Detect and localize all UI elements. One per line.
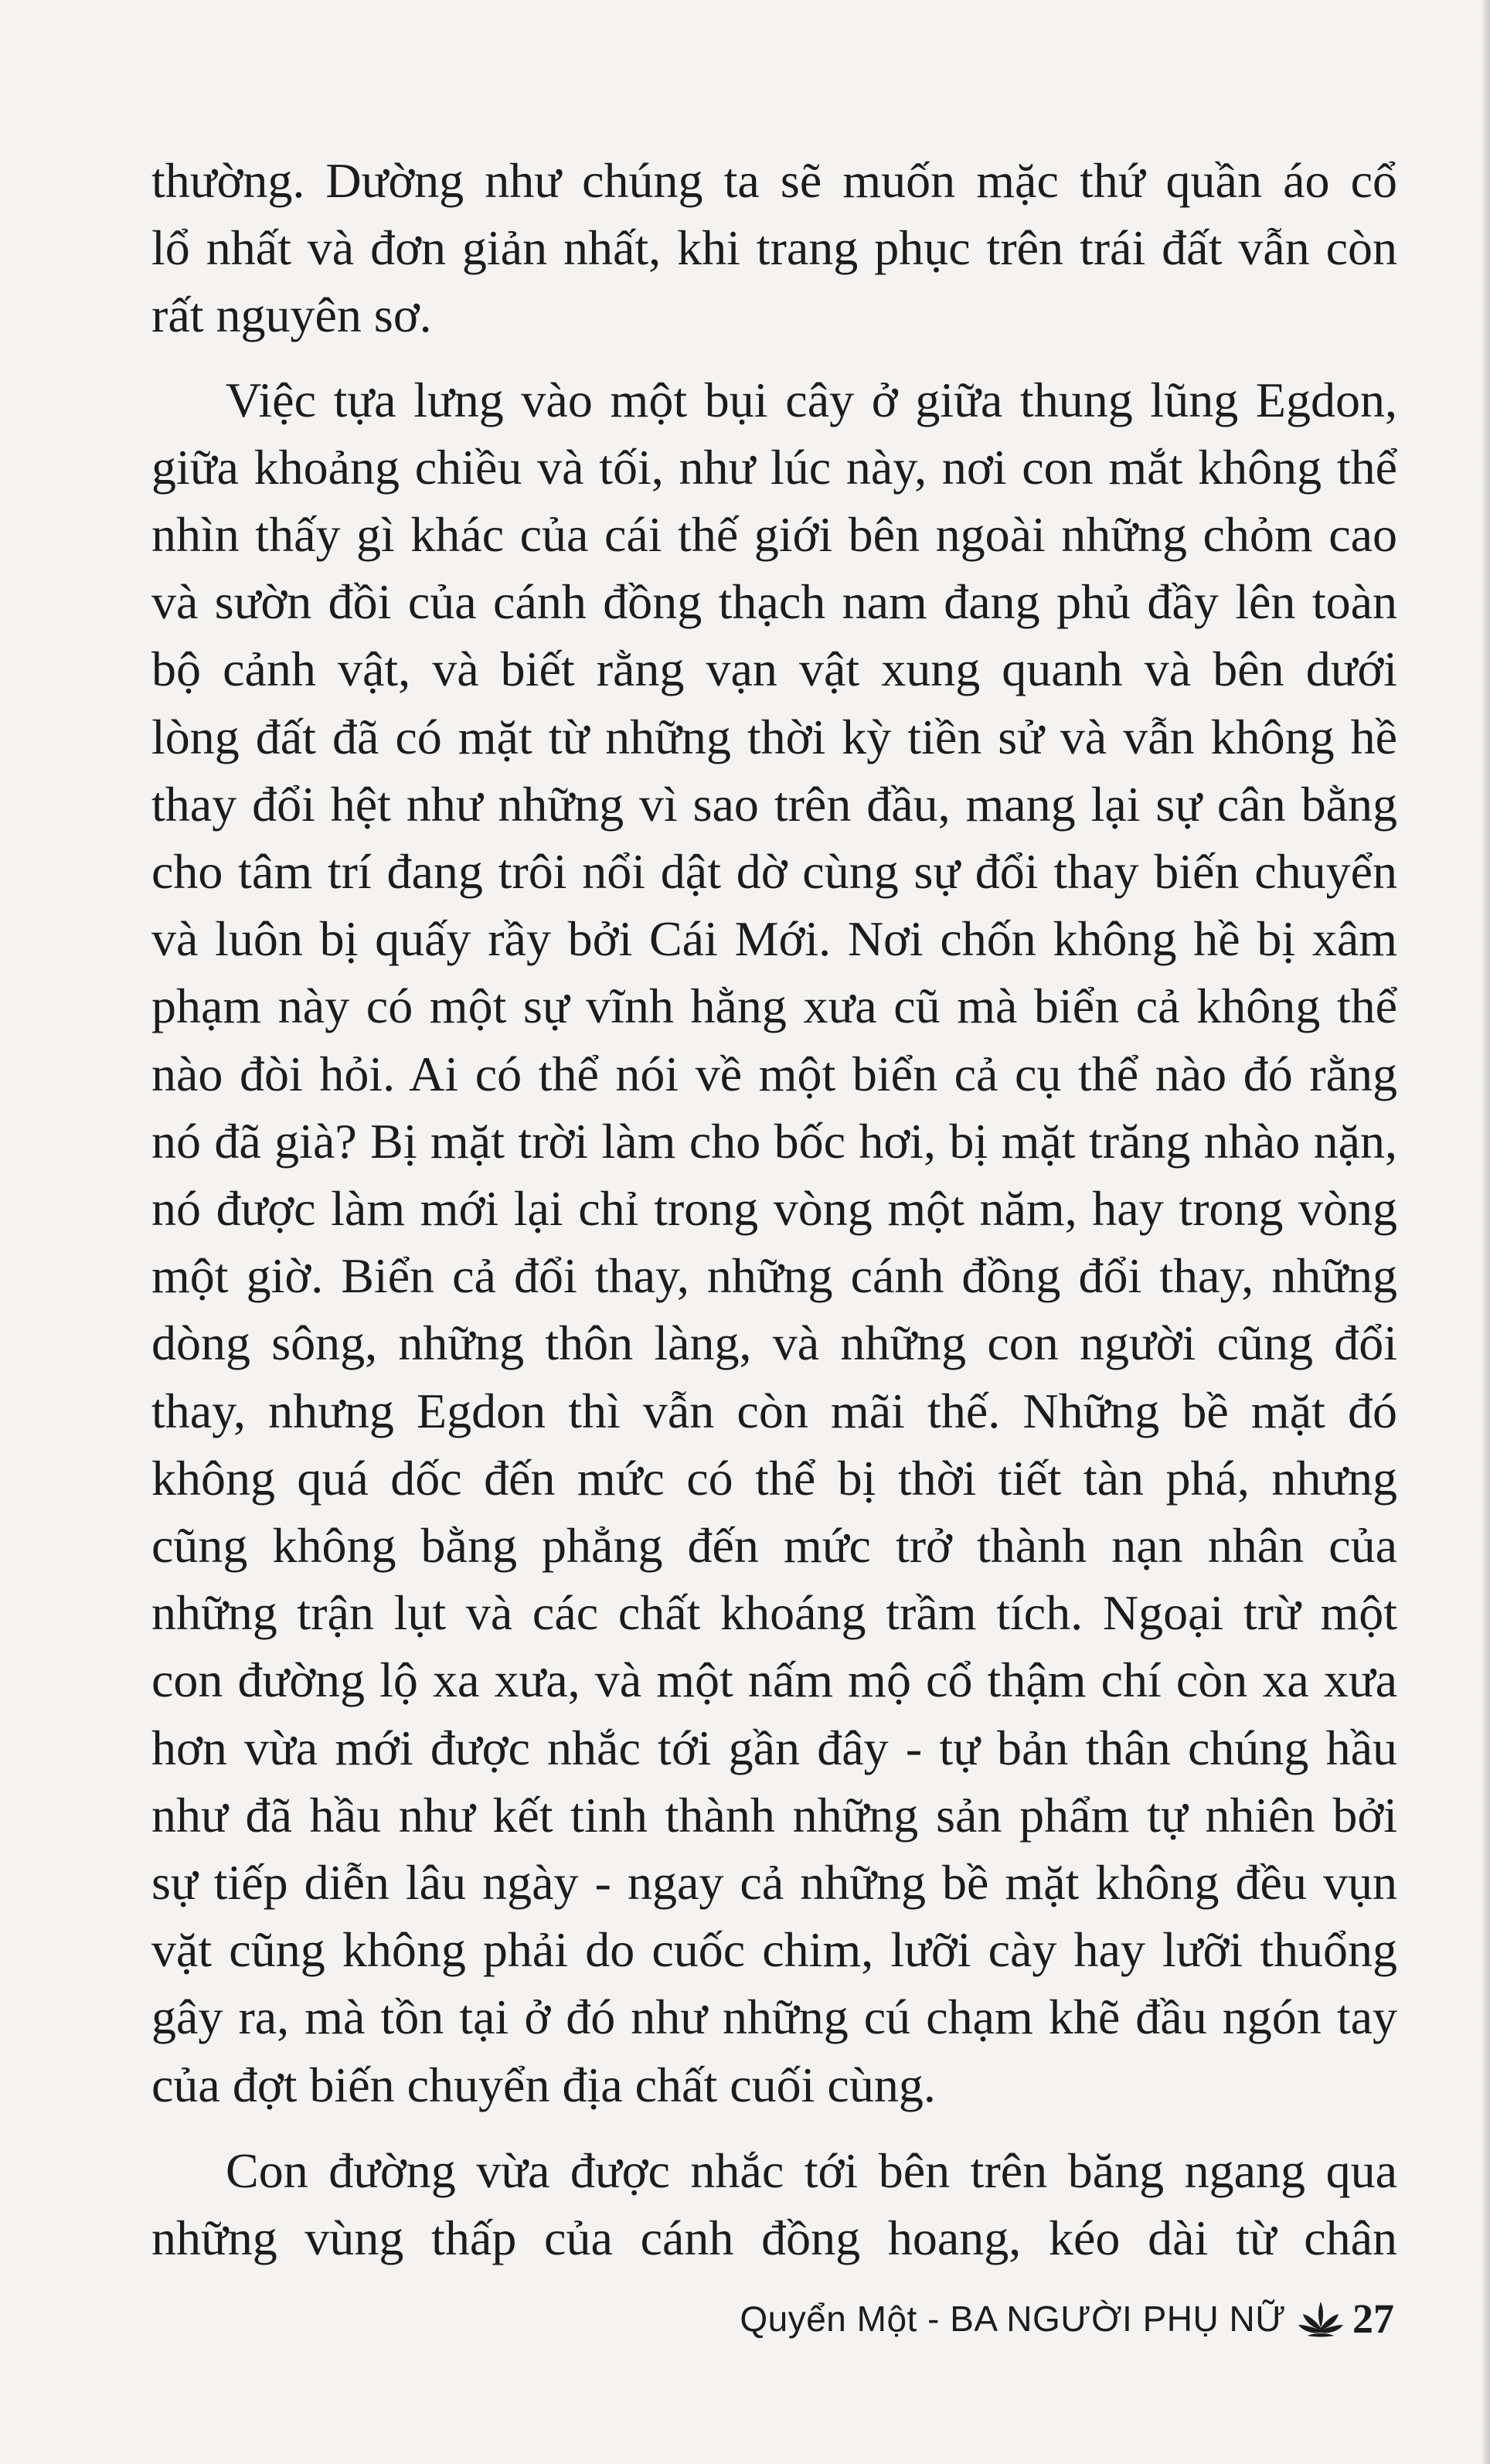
- text-line: của đợt biến chuyển địa chất cuối cùng.: [151, 2057, 936, 2112]
- page-number: 27: [1352, 2296, 1394, 2342]
- text-line: thay, nhưng Egdon thì vẫn còn mãi thế. Những bề mặt đó: [151, 1383, 1397, 1438]
- running-head: Quyển Một - BA NGƯỜI PHỤ NỮ: [740, 2299, 1286, 2339]
- text-line: giữa khoảng chiều và tối, như lúc này, nơi con mắt không thể: [151, 439, 1397, 495]
- text-line: những vùng thấp của cánh đồng hoang, kéo dài từ chân: [151, 2210, 1397, 2266]
- text-line: nó đã già? Bị mặt trời làm cho bốc hơi, bị mặt trăng nhào nặn,: [151, 1113, 1397, 1169]
- text-line: bộ cảnh vật, và biết rằng vạn vật xung quanh và bên dưới: [151, 642, 1397, 697]
- text-line: và sườn đồi của cánh đồng thạch nam đang phủ đầy lên toàn: [151, 574, 1397, 630]
- lotus-ornament-icon: [1297, 2297, 1345, 2340]
- text-line: sự tiếp diễn lâu ngày - ngay cả những bề mặt không đều vụn: [151, 1855, 1397, 1911]
- paragraph-1: [151, 147, 1397, 349]
- paragraph-2: [151, 366, 1397, 2119]
- text-line: hơn vừa mới được nhắc tới gần đây - tự bản thân chúng hầu: [151, 1720, 1397, 1775]
- paragraph-3: [151, 2137, 1397, 2272]
- text-line: một giờ. Biển cả đổi thay, những cánh đồng đổi thay, những: [151, 1248, 1397, 1304]
- text-line: vặt cũng không phải do cuốc chim, lưỡi cày hay lưỡi thuổng: [151, 1922, 1397, 1978]
- text-line: cho tâm trí đang trôi nổi dật dờ cùng sự đổi thay biến chuyển: [151, 844, 1397, 900]
- body-text: [151, 147, 1397, 2272]
- text-line: và luôn bị quấy rầy bởi Cái Mới. Nơi chốn không hề bị xâm: [151, 911, 1397, 967]
- text-line: như đã hầu như kết tinh thành những sản phẩm tự nhiên bởi: [151, 1787, 1397, 1843]
- text-line: cũng không bằng phẳng đến mức trở thành nạn nhân của: [151, 1518, 1397, 1574]
- text-line: lòng đất đã có mặt từ những thời kỳ tiền sử và vẫn không hề: [151, 709, 1397, 764]
- text-line: lổ nhất và đơn giản nhất, khi trang phục trên trái đất vẫn còn: [151, 220, 1397, 276]
- text-line: rất nguyên sơ.: [151, 288, 432, 343]
- text-line: nhìn thấy gì khác của cái thế giới bên ngoài những chỏm cao: [151, 507, 1397, 563]
- text-line: Con đường vừa được nhắc tới bên trên băng ngang qua: [226, 2142, 1397, 2198]
- text-line: không quá dốc đến mức có thể bị thời tiết tàn phá, nhưng: [151, 1450, 1397, 1506]
- text-line: phạm này có một sự vĩnh hằng xưa cũ mà biển cả không thể: [151, 978, 1397, 1034]
- page-footer: [0, 2288, 1394, 2350]
- text-line: dòng sông, những thôn làng, và những con người cũng đổi: [151, 1315, 1397, 1371]
- text-line: gây ra, mà tồn tại ở đó như những cú chạm khẽ đầu ngón tay: [151, 1989, 1397, 2045]
- text-line: nó được làm mới lại chỉ trong vòng một năm, hay trong vòng: [151, 1181, 1397, 1237]
- text-line: nào đòi hỏi. Ai có thể nói về một biển cả cụ thể nào đó rằng: [151, 1046, 1397, 1101]
- text-line: con đường lộ xa xưa, và một nấm mộ cổ thậm chí còn xa xưa: [151, 1652, 1397, 1708]
- text-line: những trận lụt và các chất khoáng trầm tích. Ngoại trừ một: [151, 1585, 1397, 1641]
- text-line: Việc tựa lưng vào một bụi cây ở giữa thung lũng Egdon,: [226, 372, 1397, 427]
- text-line: thường. Dường như chúng ta sẽ muốn mặc thứ quần áo cổ: [151, 153, 1397, 208]
- page-edge-shadow: [1481, 0, 1490, 2464]
- text-line: thay đổi hệt như những vì sao trên đầu, mang lại sự cân bằng: [151, 776, 1397, 832]
